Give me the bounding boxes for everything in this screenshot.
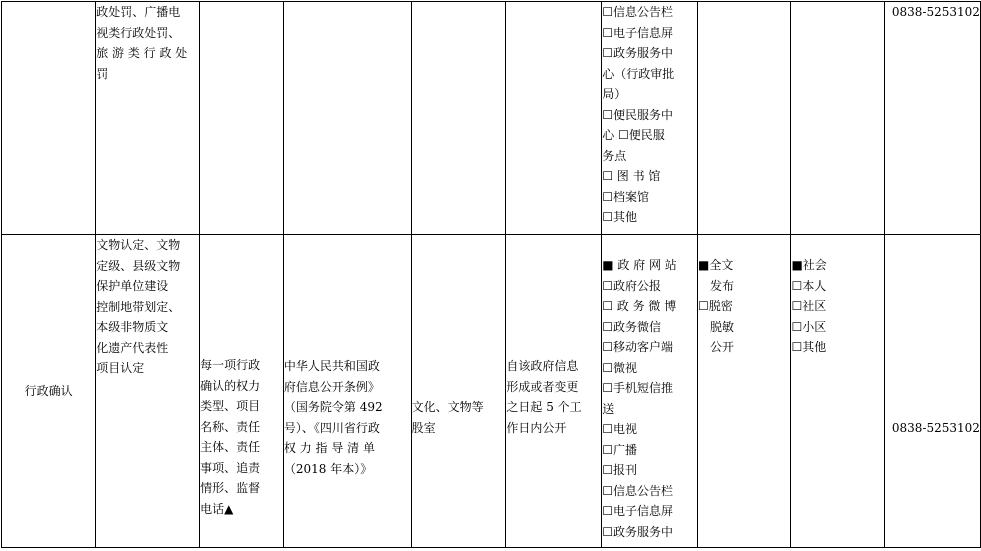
basis-line: 权 力 指 导 清 单 bbox=[283, 441, 375, 455]
channel-option: 送 bbox=[602, 401, 615, 416]
basis-line: （2018 年本）》 bbox=[283, 461, 373, 476]
method-line: 脱敏 bbox=[709, 319, 734, 334]
channel-option: ☐政务微信 bbox=[602, 319, 661, 334]
channel-option: ☐报刊 bbox=[602, 463, 637, 477]
channel-option: ☐电视 bbox=[602, 422, 637, 436]
matter-line: 政处罚、广播电 bbox=[96, 5, 181, 19]
channel-option: ☐ 图 书 馆 bbox=[602, 169, 661, 183]
channel-option: 心 ☐便民服 bbox=[602, 128, 665, 142]
category-label: 行政确认 bbox=[24, 383, 73, 398]
channel-option: ☐ 政 务 微 博 bbox=[602, 299, 677, 313]
time-line: 自该政府信息 bbox=[506, 359, 579, 373]
channel-option: 心（行政审批 bbox=[602, 66, 675, 81]
channel-option: ☐微视 bbox=[602, 360, 637, 375]
method-option: ■全文 bbox=[697, 258, 734, 272]
time-line: 形成或者变更 bbox=[506, 379, 579, 394]
content-line: 确认的权力 bbox=[200, 378, 261, 393]
channel-option: 局） bbox=[602, 87, 627, 101]
matter-line: 定级、县级文物 bbox=[96, 258, 181, 273]
category-cell bbox=[2, 2, 96, 235]
channel-option: ☐移动客户端 bbox=[602, 340, 673, 354]
channel-cell bbox=[602, 2, 698, 235]
content-line: 事项、追责 bbox=[200, 460, 261, 475]
content-cell bbox=[200, 235, 284, 548]
channel-option: ☐政务服务中 bbox=[602, 46, 673, 60]
channel-option: ☐电子信息屏 bbox=[602, 504, 673, 518]
channel-option: ☐其他 bbox=[602, 210, 637, 224]
content-line: 情形、监督 bbox=[200, 481, 261, 495]
content-line: 名称、责任 bbox=[200, 419, 261, 434]
phone-number: 0838-5253102 bbox=[891, 421, 980, 435]
matter-line: 罚 bbox=[96, 66, 109, 81]
matter-line: 文物认定、文物 bbox=[96, 238, 181, 252]
matter-line: 视类行政处罚、 bbox=[96, 25, 181, 40]
channel-option: ☐档案馆 bbox=[602, 189, 649, 204]
channel-option: ☐广播 bbox=[602, 442, 637, 457]
time-line: 之日起 5 个工 bbox=[506, 400, 582, 414]
audience-option: ■社会 bbox=[791, 258, 827, 272]
channel-option: ☐政务服务中 bbox=[602, 524, 673, 539]
channel-option: ☐政府公报 bbox=[602, 278, 661, 293]
audience-cell bbox=[791, 235, 884, 548]
time-cell bbox=[506, 235, 602, 548]
audience-option: ☐社区 bbox=[791, 299, 827, 313]
matter-line: 旅 游 类 行 政 处 bbox=[96, 46, 188, 60]
table-row bbox=[2, 2, 981, 235]
content-line: 主体、责任 bbox=[200, 440, 261, 454]
matter-line: 保护单位建设 bbox=[96, 279, 169, 293]
subject-cell bbox=[411, 2, 506, 235]
method-cell bbox=[697, 2, 790, 235]
content-line: 每一项行政 bbox=[200, 358, 261, 372]
subject-line: 文化、文物等 bbox=[411, 400, 484, 414]
content-line: 类型、项目 bbox=[200, 399, 261, 413]
subject-line: 股室 bbox=[411, 420, 436, 435]
channel-cell bbox=[602, 235, 698, 548]
table-row bbox=[2, 235, 981, 548]
basis-line: 号）、《四川省行政 bbox=[283, 420, 380, 435]
channel-option: ■ 政 府 网 站 bbox=[602, 258, 677, 272]
audience-option: ☐其他 bbox=[791, 340, 827, 354]
phone-number: 0838-5253102 bbox=[891, 5, 980, 19]
audience-option: ☐本人 bbox=[791, 278, 827, 293]
channel-option: ☐手机短信推 bbox=[602, 381, 673, 395]
channel-option: ☐便民服务中 bbox=[602, 107, 673, 122]
channel-option: ☐电子信息屏 bbox=[602, 25, 673, 40]
audience-cell bbox=[791, 2, 884, 235]
method-line: 公开 bbox=[709, 340, 734, 354]
phone-cell bbox=[884, 2, 980, 235]
matter-line: 化遗产代表性 bbox=[96, 340, 169, 355]
matter-line: 项目认定 bbox=[96, 361, 145, 375]
phone-cell bbox=[884, 235, 980, 548]
matter-line: 控制地带划定、 bbox=[96, 299, 181, 314]
basis-cell bbox=[283, 235, 411, 548]
matter-cell bbox=[96, 2, 200, 235]
matter-cell bbox=[96, 235, 200, 548]
basis-line: （国务院令第 492 bbox=[283, 400, 383, 414]
content-line: 电话▲ bbox=[200, 501, 234, 516]
basis-line: 中华人民共和国政 bbox=[283, 359, 380, 373]
category-cell bbox=[2, 235, 96, 548]
method-cell bbox=[697, 235, 790, 548]
channel-option: 务点 bbox=[602, 148, 627, 163]
content-cell bbox=[200, 2, 284, 235]
subject-cell bbox=[411, 235, 506, 548]
channel-option: ☐信息公告栏 bbox=[602, 5, 673, 19]
channel-option: ☐信息公告栏 bbox=[602, 483, 673, 498]
method-option: ☐脱密 bbox=[697, 299, 733, 313]
time-cell bbox=[506, 2, 602, 235]
basis-cell bbox=[283, 2, 411, 235]
method-line: 发布 bbox=[709, 278, 734, 293]
disclosure-table bbox=[1, 1, 981, 548]
basis-line: 府信息公开条例》 bbox=[283, 379, 380, 394]
time-line: 作日内公开 bbox=[506, 420, 567, 435]
matter-line: 本级非物质文 bbox=[96, 320, 169, 334]
audience-option: ☐小区 bbox=[791, 319, 827, 334]
